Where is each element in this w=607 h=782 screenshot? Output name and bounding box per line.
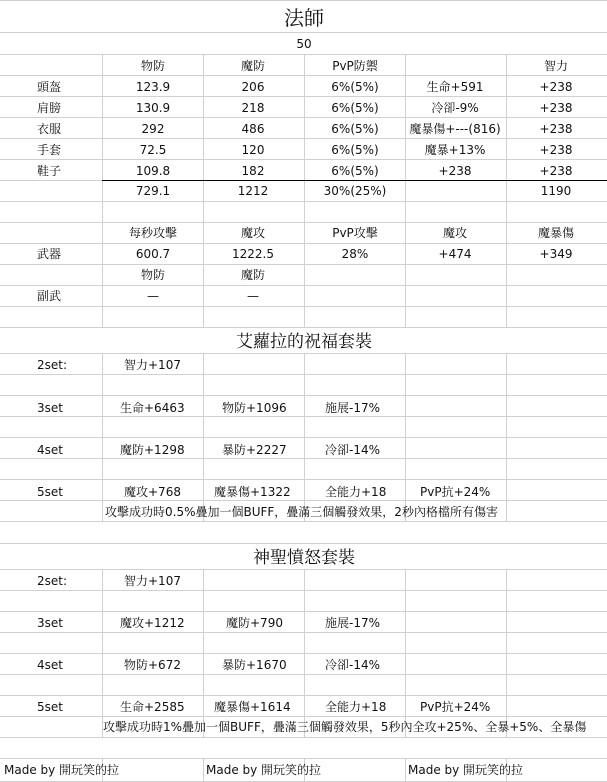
grid-col-line <box>405 569 406 737</box>
footer-credit: Made by 開玩笑的拉 <box>4 763 120 777</box>
slot-label: 肩膀 <box>37 101 62 115</box>
set1-4set-label: 4set <box>37 443 63 457</box>
mdef-value: 486 <box>241 122 265 136</box>
grid-col-line <box>203 569 204 737</box>
grid-col-line <box>102 353 103 521</box>
set1-5set-bonus: 魔攻+768 <box>124 485 181 499</box>
set1-4set-bonus: 冷卻-14% <box>325 443 381 457</box>
pdef-value: 130.9 <box>135 101 171 115</box>
int-value: +238 <box>539 164 573 178</box>
mdef-value: 206 <box>241 80 265 94</box>
set2-5set-bonus: 生命+2585 <box>120 700 185 714</box>
pdef-value: 109.8 <box>135 164 171 178</box>
grid-col-line <box>405 758 406 781</box>
mdef-value: 120 <box>241 143 265 157</box>
offhand-header-pdef: 物防 <box>140 268 166 282</box>
weapon-matk-value: 1222.5 <box>232 247 274 261</box>
set1-2set-bonus: 智力+107 <box>124 358 181 372</box>
weapon-mcritdmg-value: +349 <box>539 247 573 261</box>
grid-col-line <box>405 54 406 327</box>
armor-header-pdef: 物防 <box>140 59 166 73</box>
set1-3set-bonus: 生命+6463 <box>120 401 185 415</box>
set2-4set-bonus: 物防+672 <box>124 658 181 672</box>
offhand-header-mdef: 魔防 <box>240 268 266 282</box>
weapon-header-matk2: 魔攻 <box>442 226 468 240</box>
grid-col-line <box>304 54 305 327</box>
set1-5set-bonus: PvP抗+24% <box>420 485 491 499</box>
extra-value: +238 <box>438 164 472 178</box>
weapon-pvp-value: 28% <box>341 247 369 261</box>
armor-header-mdef: 魔防 <box>240 59 266 73</box>
grid-col-line <box>102 54 103 327</box>
total-int: 1190 <box>540 184 572 198</box>
extra-value: 生命+591 <box>426 80 484 94</box>
grid-col-line <box>506 569 507 737</box>
set2-4set-label: 4set <box>37 658 63 672</box>
set2-3set-label: 3set <box>37 616 63 630</box>
armor-header-pvp: PvP防禦 <box>332 59 378 73</box>
grid-row-line <box>0 0 607 1</box>
footer-credit: Made by 開玩笑的拉 <box>206 763 322 777</box>
grid-col-line <box>506 353 507 521</box>
set1-4set-bonus: 暴防+2227 <box>222 443 287 457</box>
extra-value: 魔暴+13% <box>424 143 486 157</box>
set2-2set-label: 2set: <box>37 574 68 588</box>
set1-5set-label: 5set <box>37 485 63 499</box>
set1-3set-label: 3set <box>37 401 63 415</box>
set1-title: 艾蘿拉的祝福套裝 <box>236 332 372 352</box>
weapon-matk2-value: +474 <box>438 247 472 261</box>
set1-3set-bonus: 物防+1096 <box>222 401 287 415</box>
armor-header-int: 智力 <box>543 59 569 73</box>
set2-4set-bonus: 暴防+1670 <box>222 658 287 672</box>
pdef-value: 123.9 <box>135 80 171 94</box>
set2-3set-bonus: 魔攻+1212 <box>120 616 185 630</box>
set2-3set-bonus: 施展-17% <box>325 616 381 630</box>
set2-title: 神聖憤怒套裝 <box>253 548 355 568</box>
total-mdef: 1212 <box>237 184 269 198</box>
set2-5set-bonus: PvP抗+24% <box>420 700 491 714</box>
weapon-header-mcritdmg: 魔暴傷 <box>537 226 575 240</box>
mdef-value: 182 <box>241 164 265 178</box>
weapon-header-matk: 魔攻 <box>240 226 266 240</box>
slot-label: 頭盔 <box>37 80 62 94</box>
set1-4set-bonus: 魔防+1298 <box>120 443 185 457</box>
grid-row-line <box>0 543 607 544</box>
set2-5set-bonus: 魔暴傷+1614 <box>214 700 291 714</box>
pvp-value: 6%(5%) <box>331 101 379 115</box>
set2-note: 攻擊成功時1%疊加一個BUFF，疊滿三個觸發效果，5秒內全攻+25%、全暴+5%、全暴傷 <box>103 720 587 734</box>
set1-3set-bonus: 施展-17% <box>325 401 381 415</box>
total-pdef: 729.1 <box>135 184 171 198</box>
int-value: +238 <box>539 101 573 115</box>
weapon-label: 武器 <box>37 247 62 261</box>
extra-value: 冷卻-9% <box>431 101 479 115</box>
pvp-value: 6%(5%) <box>331 80 379 94</box>
weapon-header-pvp: PvP攻擊 <box>332 226 378 240</box>
grid-col-line <box>304 569 305 737</box>
pvp-value: 6%(5%) <box>331 143 379 157</box>
grid-col-line <box>405 353 406 521</box>
set2-4set-bonus: 冷卻-14% <box>325 658 381 672</box>
weapon-aps-value: 600.7 <box>135 247 171 261</box>
set2-2set-bonus: 智力+107 <box>124 574 181 588</box>
set1-5set-bonus: 魔暴傷+1322 <box>214 485 291 499</box>
grid-row-line <box>0 32 607 33</box>
weapon-header-aps: 每秒攻擊 <box>128 226 178 240</box>
mdef-value: 218 <box>241 101 265 115</box>
grid-row-line <box>0 737 607 738</box>
grid-col-line <box>203 758 204 781</box>
set1-note: 攻擊成功時0.5%疊加一個BUFF，疊滿三個觸發效果，2秒內格檔所有傷害 <box>105 505 498 519</box>
grid-col-line <box>203 353 204 521</box>
extra-value: 魔暴傷+---(816) <box>409 122 501 136</box>
int-value: +238 <box>539 80 573 94</box>
offhand-label: 副武 <box>37 289 62 303</box>
grid-row-line <box>0 327 607 328</box>
pvp-value: 6%(5%) <box>331 164 379 178</box>
total-pvp: 30%(25%) <box>323 184 387 198</box>
pdef-value: 72.5 <box>139 143 167 157</box>
slot-label: 手套 <box>37 143 62 157</box>
offhand-mdef-value: — <box>247 289 259 303</box>
sum-divider <box>506 180 607 181</box>
pvp-value: 6%(5%) <box>331 122 379 136</box>
set1-5set-bonus: 全能力+18 <box>325 485 387 499</box>
slot-label: 鞋子 <box>37 164 62 178</box>
set1-2set-label: 2set: <box>37 358 68 372</box>
sheet-title: 法師 <box>284 6 324 30</box>
grid-col-line <box>203 54 204 327</box>
set2-5set-bonus: 全能力+18 <box>325 700 387 714</box>
pdef-value: 292 <box>141 122 165 136</box>
level-value: 50 <box>296 37 312 51</box>
grid-row-line <box>0 521 607 522</box>
int-value: +238 <box>539 122 573 136</box>
sum-divider <box>102 180 506 181</box>
slot-label: 衣服 <box>37 122 62 136</box>
set2-3set-bonus: 魔防+790 <box>226 616 283 630</box>
set2-5set-label: 5set <box>37 700 63 714</box>
footer-credit: Made by 開玩笑的拉 <box>408 763 524 777</box>
grid-col-line <box>102 569 103 737</box>
grid-col-line <box>506 54 507 327</box>
int-value: +238 <box>539 143 573 157</box>
offhand-pdef-value: — <box>147 289 159 303</box>
grid-col-line <box>304 353 305 521</box>
